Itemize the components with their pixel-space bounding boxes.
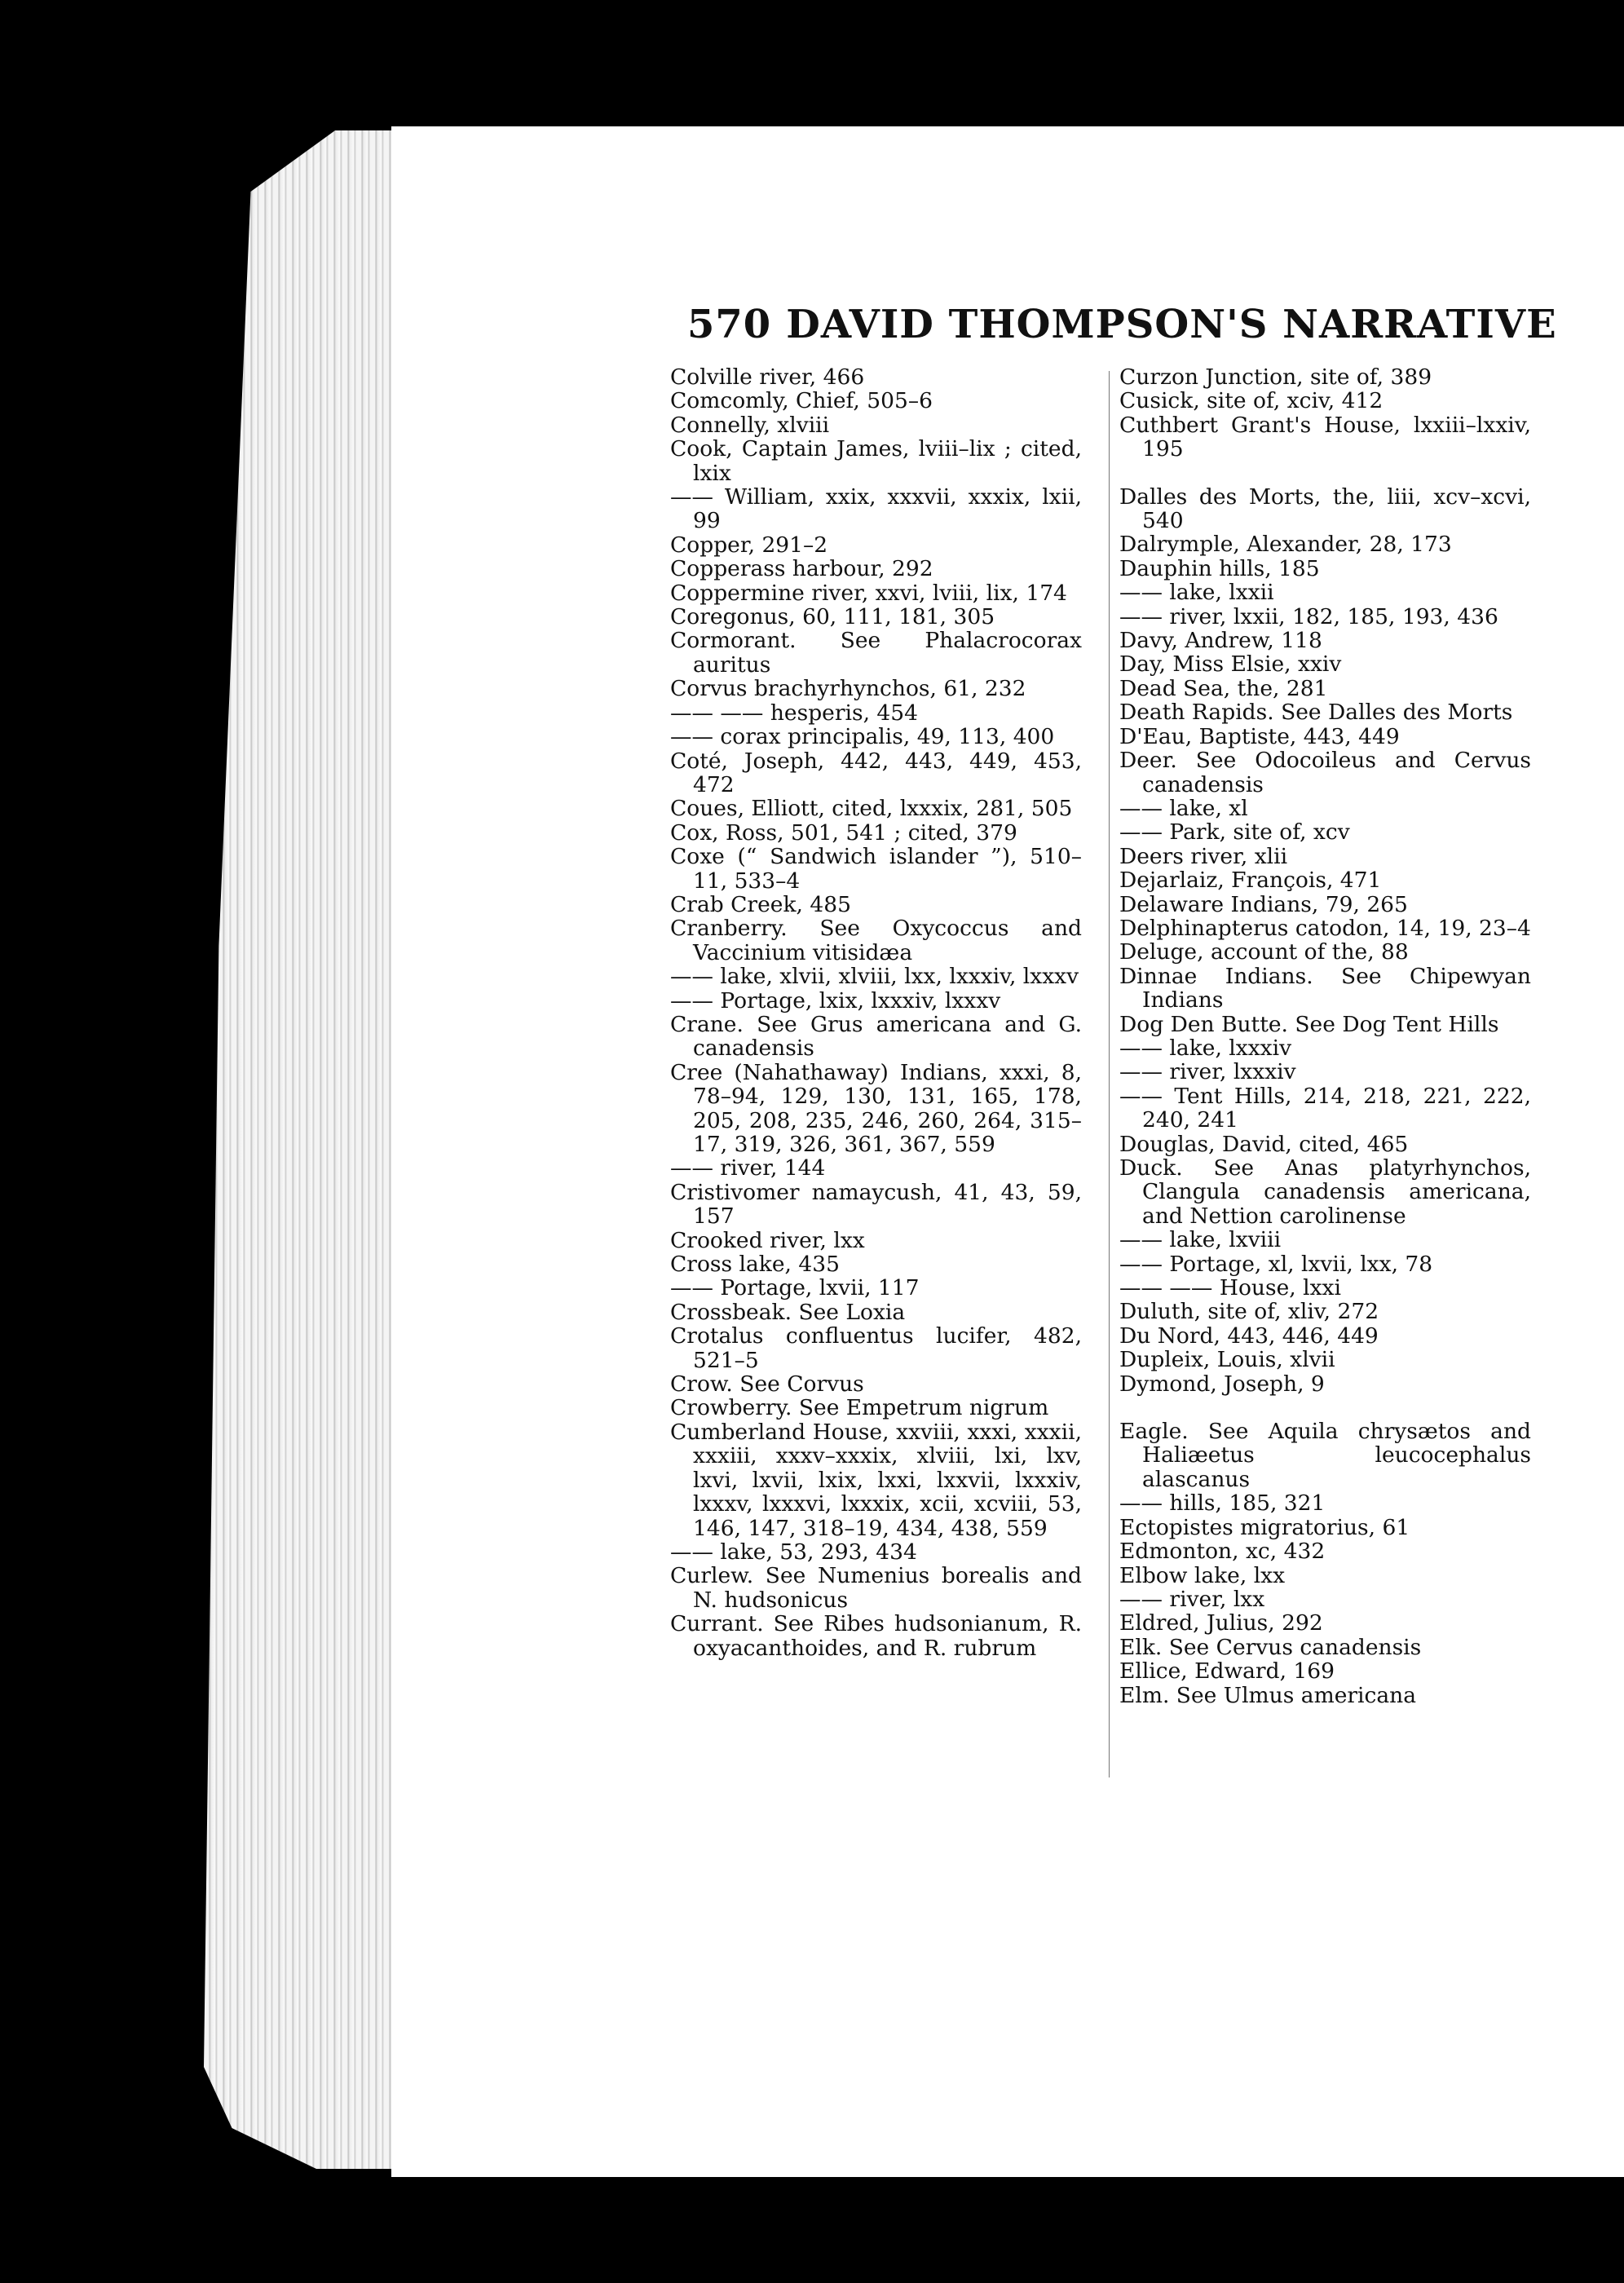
index-entry: Elm. See Ulmus americana [1119,1682,1417,1708]
index-entry: Crossbeak. See Loxia [670,1299,906,1325]
index-entry: Crab Creek, 485 [670,891,851,917]
index-entry: —— —— House, lxxi [1119,1275,1341,1301]
index-entry: —— Portage, xl, lxvii, lxx, 78 [1119,1251,1433,1277]
index-entry: Douglas, David, cited, 465 [1119,1131,1409,1157]
index-entry: Dejarlaiz, François, 471 [1119,868,1382,894]
index-entry: Copperass harbour, 292 [670,556,933,582]
index-entry: Curzon Junction, site of, 389 [1119,364,1432,390]
index-entry: Cuthbert Grant's House, lxxiii–lxxiv, 195 [1119,412,1531,462]
index-entry: Dauphin hills, 185 [1119,555,1320,581]
index-entry: Crane. See Grus americana and G. canadensis [670,1011,1082,1062]
index-entry: Coté, Joseph, 442, 443, 449, 453, 472 [670,748,1082,797]
index-entry: Cox, Ross, 501, 541 ; cited, 379 [670,819,1017,846]
page-title: DAVID THOMPSON'S NARRATIVE [786,302,1557,347]
index-entry: Dinnae Indians. See Chipewyan Indians [1119,963,1531,1013]
index-entry: Eagle. See Aquila chrysætos and Haliæetus leucocephalus alascanus [1119,1419,1531,1492]
index-entry: Crowberry. See Empetrum nigrum [670,1395,1049,1421]
index-entry: Deer. See Odocoileus and Cervus canadensis [1119,748,1531,797]
index-entry: —— lake, lxviii [1119,1227,1282,1253]
index-entry: Cree (Nahathaway) Indians, xxxi, 8, 78–94, 129, 130, 131, 165, 178, 205, 208, 235, 246, 260, 264, 315–17, 319, 326, 361, 367, 559 [670,1059,1082,1157]
index-entry: —— corax principalis, 49, 113, 400 [670,724,1055,750]
index-entry: Coregonus, 60, 111, 181, 305 [670,604,995,630]
index-entry: Cusick, site of, xciv, 412 [1119,388,1383,414]
index-entry: Death Rapids. See Dalles des Morts [1119,700,1513,726]
index-entry: Delphinapterus catodon, 14, 19, 23–4 [1119,915,1531,941]
index-entry: Elk. See Cervus canadensis [1119,1634,1422,1660]
index-entry: Eldred, Julius, 292 [1119,1610,1323,1636]
index-entry: —— lake, xlvii, xlviii, lxx, lxxxiv, lxxxv [670,964,1079,990]
index-entry: —— lake, lxxii [1119,580,1274,606]
index-entry: Corvus brachyrhynchos, 61, 232 [670,676,1026,702]
index-entry: D'Eau, Baptiste, 443, 449 [1119,723,1400,749]
index-entry: —— Park, site of, xcv [1119,819,1350,846]
book-page-edges [204,130,391,2169]
index-entry: Coxe (“ Sandwich islander ”), 510–11, 533–4 [670,844,1082,894]
index-entry: Cristivomer namaycush, 41, 43, 59, 157 [670,1179,1082,1230]
index-entry: Crotalus confluentus lucifer, 482, 521–5 [670,1323,1082,1373]
index-entry: Curlew. See Numenius borealis and N. hudsonicus [670,1563,1082,1613]
index-entry: Ellice, Edward, 169 [1119,1658,1335,1685]
index-entry: Duluth, site of, xliv, 272 [1119,1299,1379,1325]
page-number: 570 [687,302,772,347]
index-entry: Ectopistes migratorius, 61 [1119,1514,1410,1540]
index-entry: —— river, lxxii, 182, 185, 193, 436 [1119,603,1498,629]
index-entry: Du Nord, 443, 446, 449 [1119,1323,1379,1349]
index-entry: Cumberland House, xxviii, xxxi, xxxii, xxxiii, xxxv–xxxix, xlviii, lxi, lxv, lxvi, lxvii, lxix, lxxi, lxxvii, lxxxiv, lxxxv, lxxxvi, lxxxix, xcii, xcviii, 53, 146, 147, 318–19, 434, 438, 559 [670,1419,1082,1541]
index-entry: Connelly, xlviii [670,412,830,438]
index-entry: —— Portage, lxvii, 117 [670,1275,920,1301]
index-entry: Copper, 291–2 [670,532,828,558]
index-column-right [1119,365,1531,1707]
index-entry: Cormorant. See Phalacrocorax auritus [670,628,1082,678]
index-entry: —— lake, lxxxiv [1119,1035,1292,1061]
index-entry: Dalrymple, Alexander, 28, 173 [1119,532,1452,558]
index-entry: Cranberry. See Oxycoccus and Vaccinium vitisidæa [670,916,1082,965]
index-entry: Deers river, xlii [1119,843,1288,869]
index-entry: Cross lake, 435 [670,1252,840,1278]
index-entry: —— river, lxx [1119,1586,1265,1612]
index-entry: Coppermine river, xxvi, lviii, lix, 174 [670,580,1067,606]
index-entry: Coues, Elliott, cited, lxxxix, 281, 505 [670,796,1073,822]
index-entry: Dymond, Joseph, 9 [1119,1371,1325,1397]
index-entry: —— river, 144 [670,1155,826,1181]
index-column-left [670,365,1082,1660]
index-entry: Deluge, account of the, 88 [1119,939,1409,965]
running-head [687,302,1557,347]
index-entry: —— William, xxix, xxxvii, xxxix, lxii, 99 [670,484,1082,534]
index-entry: Colville river, 466 [670,364,865,390]
index-entry: —— —— hesperis, 454 [670,700,919,726]
index-entry: —— lake, 53, 293, 434 [670,1539,917,1565]
index-entry: —— river, lxxxiv [1119,1059,1296,1085]
index-entry: —— Portage, lxix, lxxxiv, lxxxv [670,987,1001,1013]
index-entry: Comcomly, Chief, 505–6 [670,388,933,414]
index-entry: Currant. See Ribes hudsonianum, R. oxyacanthoides, and R. rubrum [670,1611,1082,1661]
index-entry: —— lake, xl [1119,795,1248,821]
index-entry: Edmonton, xc, 432 [1119,1539,1326,1565]
index-entry: Elbow lake, lxx [1119,1562,1286,1588]
index-entry: Davy, Andrew, 118 [1119,628,1322,654]
index-entry: Day, Miss Elsie, xxiv [1119,651,1342,678]
column-divider [1109,371,1110,1777]
index-entry: Crooked river, lxx [670,1227,865,1253]
index-entry: —— hills, 185, 321 [1119,1490,1326,1517]
index-entry: Cook, Captain James, lviii–lix ; cited, lxix [670,436,1082,486]
index-entry: Dead Sea, the, 281 [1119,675,1328,701]
index-entry: Dupleix, Louis, xlvii [1119,1347,1335,1373]
index-entry: Crow. See Corvus [670,1371,864,1398]
index-entry: Delaware Indians, 79, 265 [1119,891,1408,917]
index-entry: —— Tent Hills, 214, 218, 221, 222, 240, 241 [1119,1083,1531,1133]
index-entry: Duck. See Anas platyrhynchos, Clangula canadensis americana, and Nettion carolinense [1119,1155,1531,1229]
index-entry: Dalles des Morts, the, liii, xcv–xcvi, 540 [1119,484,1531,534]
index-entry: Dog Den Butte. See Dog Tent Hills [1119,1011,1499,1037]
